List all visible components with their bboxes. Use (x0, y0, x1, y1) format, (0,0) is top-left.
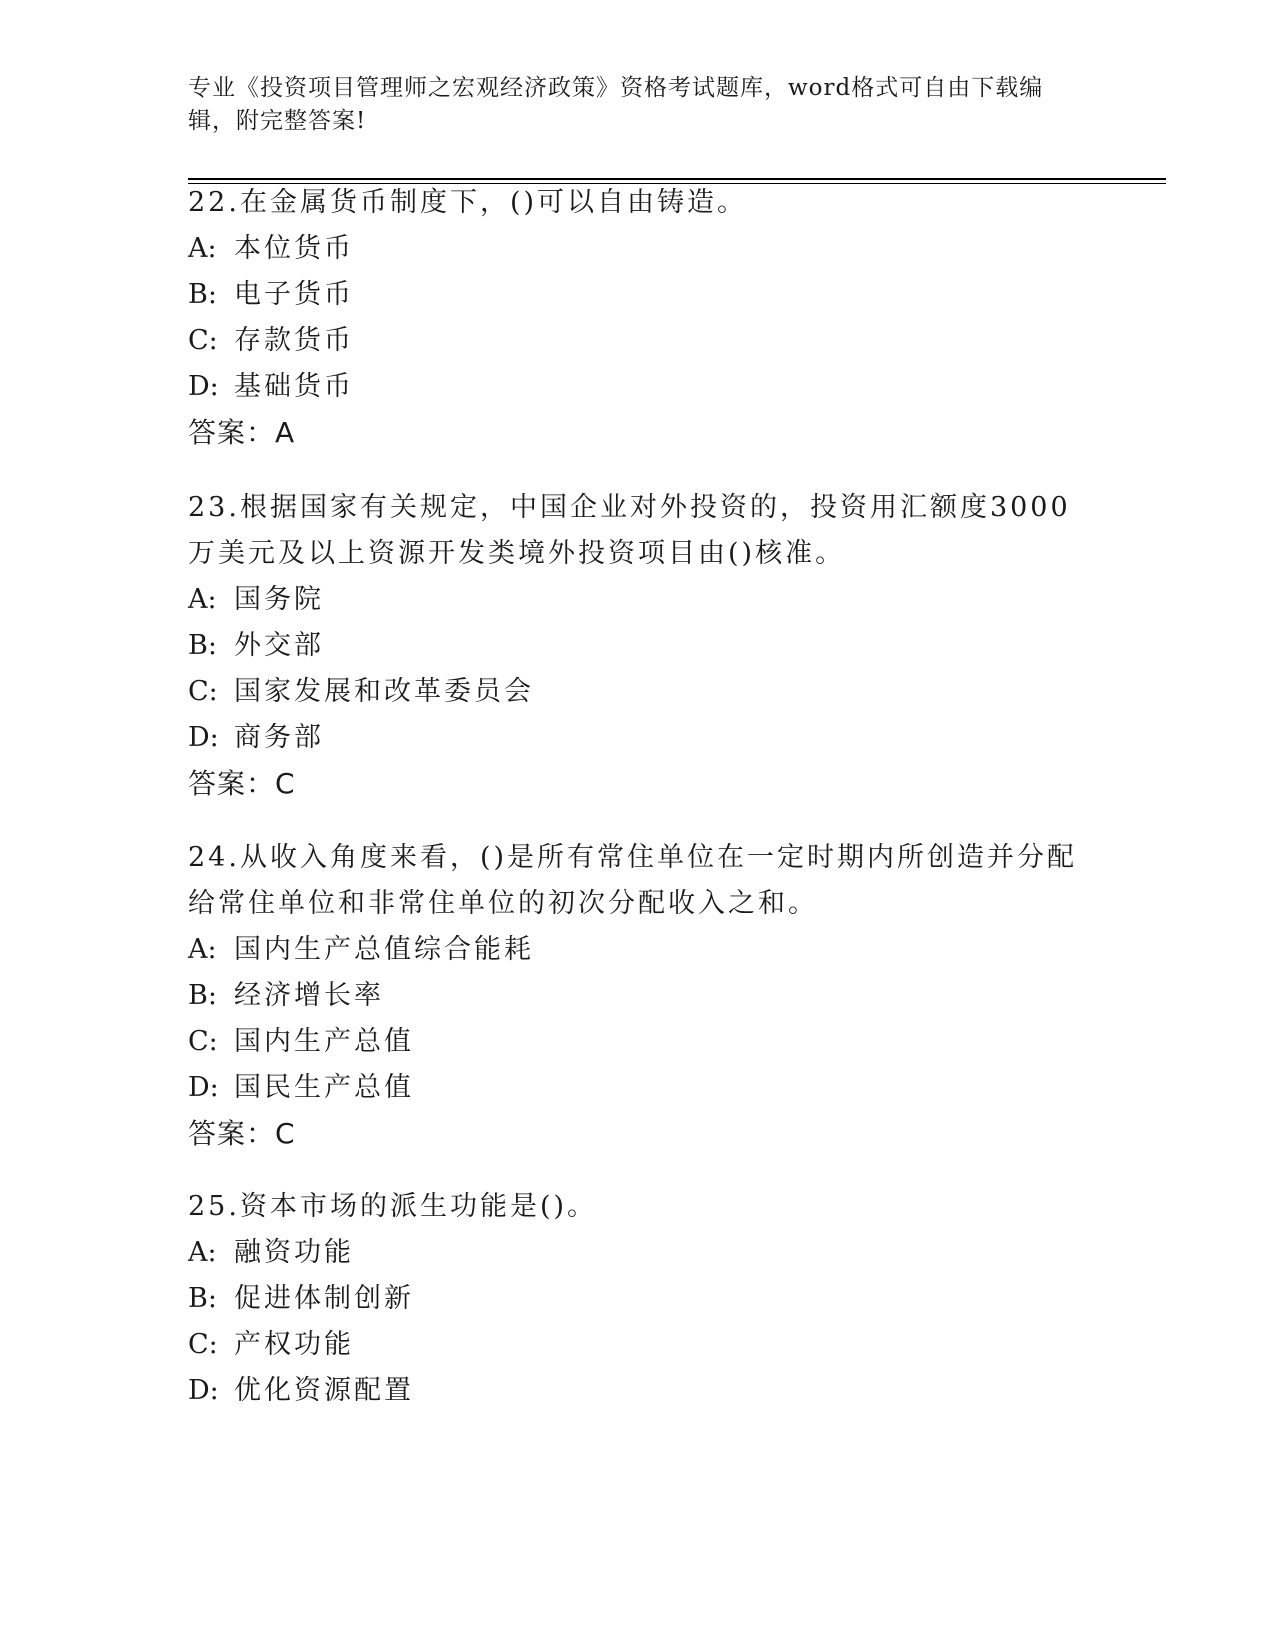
option-text: 促进体制创新 (234, 1283, 414, 1314)
option-letter: C: (188, 1026, 218, 1057)
question-22 (188, 180, 1088, 456)
option-text: 优化资源配置 (234, 1375, 414, 1406)
option-text: 经济增长率 (234, 980, 384, 1011)
option-letter: B: (188, 980, 217, 1011)
option-letter: A: (188, 934, 217, 965)
option-text: 存款货币 (234, 325, 354, 356)
option-letter: C: (188, 676, 218, 707)
answer: 答案：C (188, 767, 296, 800)
option-text: 国务院 (234, 584, 324, 615)
option-letter: B: (188, 279, 217, 310)
question-text: 25.资本市场的派生功能是()。 (188, 1191, 598, 1222)
option-text: 本位货币 (234, 233, 354, 264)
question-24 (188, 835, 1088, 1157)
option-letter: D: (188, 371, 219, 402)
question-23 (188, 485, 1088, 807)
option-text: 国家发展和改革委员会 (234, 676, 534, 707)
option-a (188, 226, 1088, 272)
option-c (188, 318, 1088, 364)
option-letter: A: (188, 584, 217, 615)
option-a (188, 927, 1088, 973)
option-d (188, 364, 1088, 410)
option-d (188, 1368, 1088, 1414)
option-c (188, 669, 1088, 715)
option-text: 国民生产总值 (234, 1072, 414, 1103)
question-text: 23.根据国家有关规定，中国企业对外投资的，投资用汇额度3000万美元及以上资源开发类境外投资项目由()核准。 (188, 492, 1071, 569)
question-text: 24.从收入角度来看，()是所有常住单位在一定时期内所创造并分配给常住单位和非常住单位的初次分配收入之和。 (188, 842, 1078, 919)
option-b (188, 623, 1088, 669)
option-letter: A: (188, 1237, 217, 1268)
option-letter: D: (188, 1072, 219, 1103)
option-letter: C: (188, 325, 218, 356)
option-d (188, 715, 1088, 761)
option-text: 国内生产总值综合能耗 (234, 934, 534, 965)
document-header: 专业《投资项目管理师之宏观经济政策》资格考试题库，word格式可自由下载编辑，附完整答案! (188, 75, 1044, 134)
option-letter: B: (188, 630, 217, 661)
option-a (188, 1230, 1088, 1276)
question-25 (188, 1184, 1088, 1414)
option-letter: C: (188, 1329, 218, 1360)
option-b (188, 973, 1088, 1019)
answer: 答案：A (188, 416, 296, 449)
option-c (188, 1322, 1088, 1368)
option-text: 基础货币 (234, 371, 354, 402)
option-b (188, 1276, 1088, 1322)
option-text: 商务部 (234, 722, 324, 753)
option-letter: B: (188, 1283, 217, 1314)
option-text: 外交部 (234, 630, 324, 661)
question-text: 22.在金属货币制度下，()可以自由铸造。 (188, 187, 748, 218)
option-letter: D: (188, 1375, 219, 1406)
option-text: 融资功能 (234, 1237, 354, 1268)
option-text: 产权功能 (234, 1329, 354, 1360)
option-c (188, 1019, 1088, 1065)
option-text: 国内生产总值 (234, 1026, 414, 1057)
option-a (188, 577, 1088, 623)
option-letter: D: (188, 722, 219, 753)
option-text: 电子货币 (234, 279, 354, 310)
option-b (188, 272, 1088, 318)
answer: 答案：C (188, 1117, 296, 1150)
option-letter: A: (188, 233, 217, 264)
option-d (188, 1065, 1088, 1111)
